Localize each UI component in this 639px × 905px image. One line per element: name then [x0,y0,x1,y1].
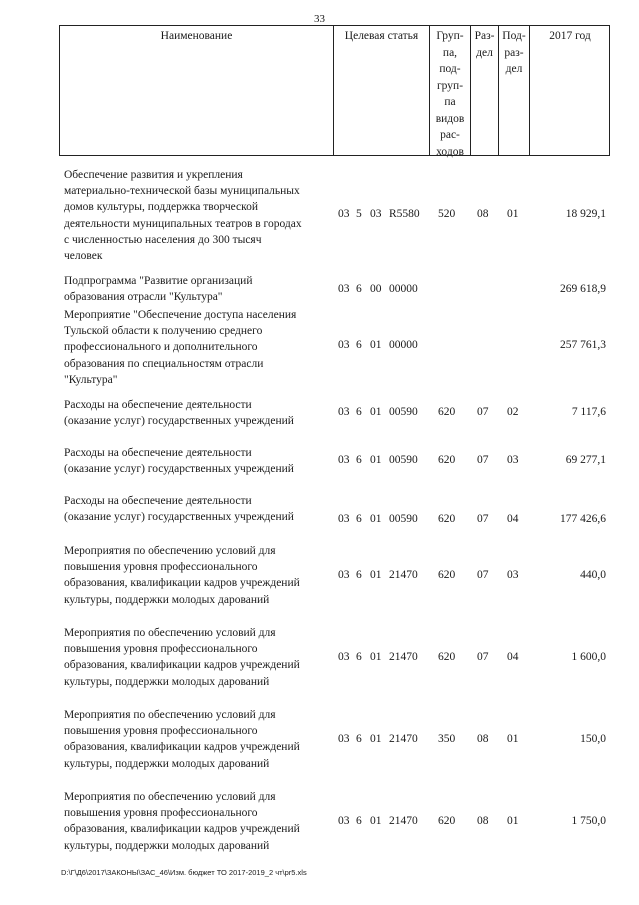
section-code: 08 [477,208,489,220]
table-header [59,25,610,156]
group-code: 520 [438,208,456,220]
row-amount: 1 600,0 [571,651,606,663]
target-code-2: 6 [356,513,362,525]
target-code-4: 00590 [389,454,418,466]
target-code-1: 03 [338,339,350,351]
row-amount: 18 929,1 [565,208,606,220]
target-code-4: 00000 [389,339,418,351]
subsection-code: 03 [507,454,519,466]
subsection-code: 01 [507,815,519,827]
target-code-1: 03 [338,733,350,745]
row-name: Мероприятия по обеспечению условий для повышения уровня профессионального образования, квалификации кадров учреждений культуры, поддержки молодых дарований [64,791,300,852]
target-code-1: 03 [338,454,350,466]
section-code: 07 [477,569,489,581]
subsection-code: 04 [507,651,519,663]
target-code-2: 6 [356,651,362,663]
header-target: Целевая статья [344,30,419,42]
target-code-2: 6 [356,733,362,745]
row-amount: 7 117,6 [571,406,606,418]
header-group: Груп- па, под- груп- па видов рас- ходов [435,30,465,158]
target-code-1: 03 [338,283,350,295]
target-code-3: 01 [370,339,382,351]
target-code-3: 00 [370,283,382,295]
section-code: 08 [477,815,489,827]
target-code-4: 21470 [389,733,418,745]
row-name: Мероприятия по обеспечению условий для повышения уровня профессионального образования, квалификации кадров учреждений культуры, поддержки молодых дарований [64,709,300,770]
target-code-2: 6 [356,406,362,418]
footer-path: D:\Г\Д6\2017\ЗАКОНЫ\ЗАС_46\Изм. бюджет ТО 2017-2019_2 чт\pr5.xls [61,868,307,877]
target-code-4: 00000 [389,283,418,295]
row-name: Мероприятие "Обеспечение доступа населения Тульской области к получению среднего профессионального и дополнительного образования по специальностям отрасли "Культура" [64,309,297,386]
section-code: 07 [477,454,489,466]
header-section: Раз- дел [474,30,495,59]
row-amount: 257 761,3 [560,339,606,351]
target-code-4: 21470 [389,651,418,663]
target-code-2: 6 [356,283,362,295]
row-amount: 269 618,9 [560,283,606,295]
row-name: Мероприятия по обеспечению условий для повышения уровня профессионального образования, квалификации кадров учреждений культуры, поддержки молодых дарований [64,545,300,606]
target-code-2: 6 [356,569,362,581]
target-code-3: 03 [370,208,382,220]
target-code-2: 5 [356,208,362,220]
group-code: 620 [438,815,456,827]
subsection-code: 04 [507,513,519,525]
target-code-2: 6 [356,339,362,351]
target-code-3: 01 [370,733,382,745]
target-code-4: 21470 [389,569,418,581]
target-code-3: 01 [370,513,382,525]
row-amount: 150,0 [580,733,606,745]
group-code: 620 [438,454,456,466]
row-amount: 69 277,1 [565,454,606,466]
row-amount: 177 426,6 [560,513,606,525]
target-code-3: 01 [370,406,382,418]
target-code-3: 01 [370,651,382,663]
row-name: Обеспечение развития и укрепления материально-технической базы муниципальных домов культуры, поддержка творческой деятельности муниципальных театров в городах с численностью населения до 300 тысяч человек [64,169,302,263]
section-code: 08 [477,733,489,745]
row-name: Мероприятия по обеспечению условий для повышения уровня профессионального образования, квалификации кадров учреждений культуры, поддержки молодых дарований [64,627,300,688]
header-year: 2017 год [549,30,591,42]
target-code-1: 03 [338,569,350,581]
group-code: 620 [438,406,456,418]
row-amount: 1 750,0 [571,815,606,827]
section-code: 07 [477,513,489,525]
section-code: 07 [477,651,489,663]
target-code-4: 21470 [389,815,418,827]
group-code: 620 [438,513,456,525]
target-code-2: 6 [356,454,362,466]
target-code-3: 01 [370,815,382,827]
group-code: 620 [438,651,456,663]
subsection-code: 01 [507,733,519,745]
row-name: Подпрограмма "Развитие организаций образования отрасли "Культура" [64,275,253,304]
header-name: Наименование [160,30,233,42]
row-name: Расходы на обеспечение деятельности (оказание услуг) государственных учреждений [64,447,294,476]
header-subsection: Под- раз- дел [502,30,526,75]
target-code-4: 00590 [389,406,418,418]
subsection-code: 03 [507,569,519,581]
section-code: 07 [477,406,489,418]
row-name: Расходы на обеспечение деятельности (оказание услуг) государственных учреждений [64,495,294,524]
target-code-1: 03 [338,815,350,827]
target-code-1: 03 [338,208,350,220]
target-code-1: 03 [338,513,350,525]
subsection-code: 02 [507,406,519,418]
group-code: 620 [438,569,456,581]
target-code-2: 6 [356,815,362,827]
target-code-3: 01 [370,569,382,581]
page-number: 33 [314,13,325,25]
row-amount: 440,0 [580,569,606,581]
group-code: 350 [438,733,456,745]
target-code-4: 00590 [389,513,418,525]
target-code-3: 01 [370,454,382,466]
subsection-code: 01 [507,208,519,220]
row-name: Расходы на обеспечение деятельности (оказание услуг) государственных учреждений [64,399,294,428]
target-code-1: 03 [338,406,350,418]
target-code-1: 03 [338,651,350,663]
target-code-4: R5580 [389,208,420,220]
